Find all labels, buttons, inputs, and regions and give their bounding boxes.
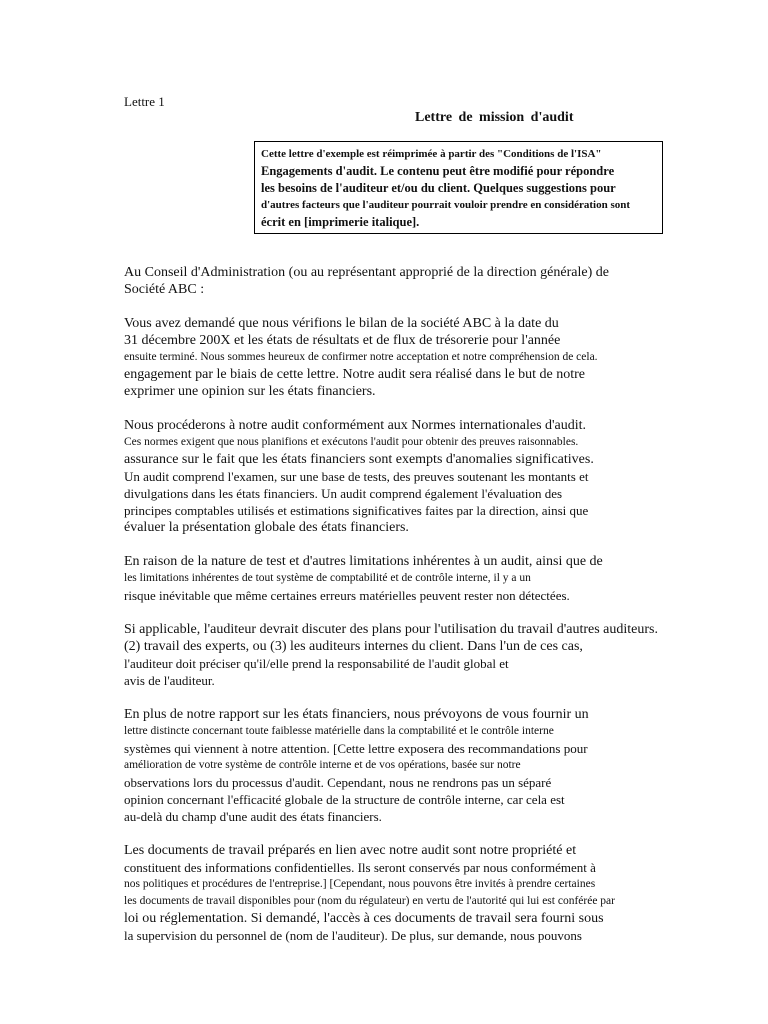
text-line: au-delà du champ d'une audit des états financiers.	[124, 809, 382, 824]
text-line: exprimer une opinion sur les états financiers.	[124, 384, 376, 399]
document-title: Lettre de mission d'audit	[415, 110, 574, 125]
note-line: Cette lettre d'exemple est réimprimée à partir des "Conditions de l'ISA"	[261, 148, 602, 160]
paragraph-working-papers	[124, 842, 714, 944]
note-line: écrit en [imprimerie italique].	[261, 215, 420, 229]
paragraph-other-auditors	[124, 621, 714, 689]
text-line: avis de l'auditeur.	[124, 673, 215, 688]
text-line: En plus de notre rapport sur les états financiers, nous prévoyons de vous fournir un	[124, 707, 589, 722]
text-line: nos politiques et procédures de l'entreprise.] [Cependant, nous pouvons être invités à prendre certaines	[124, 878, 596, 890]
paragraph-standards	[124, 417, 714, 536]
text-line: ensuite terminé. Nous sommes heureux de confirmer notre acceptation et notre compréhension de cela.	[124, 351, 598, 363]
text-line: constituent des informations confidentielles. Ils seront conservés par nous conformément à	[124, 860, 596, 875]
text-line: Vous avez demandé que nous vérifions le bilan de la société ABC à la date du	[124, 316, 559, 331]
text-line: les limitations inhérentes de tout système de comptabilité et de contrôle interne, il y a un	[124, 572, 531, 584]
text-line: engagement par le biais de cette lettre. Notre audit sera réalisé dans le but de notre	[124, 367, 586, 382]
paragraph-request	[124, 315, 714, 400]
letter-body	[124, 264, 714, 961]
paragraph-internal-control	[124, 706, 714, 825]
letter-number: Lettre 1	[124, 94, 165, 109]
note-line: les besoins de l'auditeur et/ou du client. Quelques suggestions pour	[261, 181, 616, 195]
text-line: Au Conseil d'Administration (ou au représentant approprié de la direction générale) de	[124, 265, 609, 280]
text-line: observations lors du processus d'audit. Cependant, nous ne rendrons pas un séparé	[124, 775, 552, 790]
text-line: Si applicable, l'auditeur devrait discuter des plans pour l'utilisation du travail d'autres auditeurs.	[124, 622, 658, 637]
text-line: 31 décembre 200X et les états de résultats et de flux de trésorerie pour l'année	[124, 333, 561, 348]
note-line: Engagements d'audit. Le contenu peut être modifié pour répondre	[261, 164, 615, 178]
text-line: loi ou réglementation. Si demandé, l'accès à ces documents de travail sera fourni sous	[124, 911, 604, 926]
paragraph-limitations	[124, 553, 714, 604]
paragraph-salutation	[124, 264, 714, 298]
text-line: opinion concernant l'efficacité globale de la structure de contrôle interne, car cela est	[124, 792, 565, 807]
text-line: principes comptables utilisés et estimations significatives faites par la direction, ainsi que	[124, 503, 589, 518]
text-line: (2) travail des experts, ou (3) les auditeurs internes du client. Dans l'un de ces cas,	[124, 639, 583, 654]
text-line: Un audit comprend l'examen, sur une base de tests, des preuves soutenant les montants et	[124, 469, 589, 484]
text-line: Ces normes exigent que nous planifions et exécutons l'audit pour obtenir des preuves raisonnables.	[124, 436, 579, 448]
text-line: Les documents de travail préparés en lien avec notre audit sont notre propriété et	[124, 843, 577, 858]
text-line: En raison de la nature de test et d'autres limitations inhérentes à un audit, ainsi que de	[124, 554, 603, 569]
text-line: divulgations dans les états financiers. Un audit comprend également l'évaluation des	[124, 486, 563, 501]
text-line: systèmes qui viennent à notre attention. [Cette lettre exposera des recommandations pour	[124, 741, 588, 756]
note-line: d'autres facteurs que l'auditeur pourrait vouloir prendre en considération sont	[261, 199, 631, 211]
text-line: Nous procéderons à notre audit conformément aux Normes internationales d'audit.	[124, 418, 587, 433]
text-line: l'auditeur doit préciser qu'il/elle prend la responsabilité de l'audit global et	[124, 656, 509, 671]
text-line: la supervision du personnel de (nom de l'auditeur). De plus, sur demande, nous pouvons	[124, 928, 582, 943]
text-line: lettre distincte concernant toute faiblesse matérielle dans la comptabilité et le contrôle interne	[124, 725, 554, 737]
text-line: les documents de travail disponibles pour (nom du régulateur) en vertu de l'autorité qui lui est conférée par	[124, 895, 615, 907]
note-box	[254, 141, 663, 234]
text-line: amélioration de votre système de contrôle interne et de vos opérations, basée sur notre	[124, 759, 521, 771]
text-line: risque inévitable que même certaines erreurs matérielles peuvent rester non détectées.	[124, 588, 570, 603]
text-line: Société ABC :	[124, 282, 205, 297]
text-line: évaluer la présentation globale des états financiers.	[124, 520, 409, 535]
text-line: assurance sur le fait que les états financiers sont exempts d'anomalies significatives.	[124, 452, 594, 467]
